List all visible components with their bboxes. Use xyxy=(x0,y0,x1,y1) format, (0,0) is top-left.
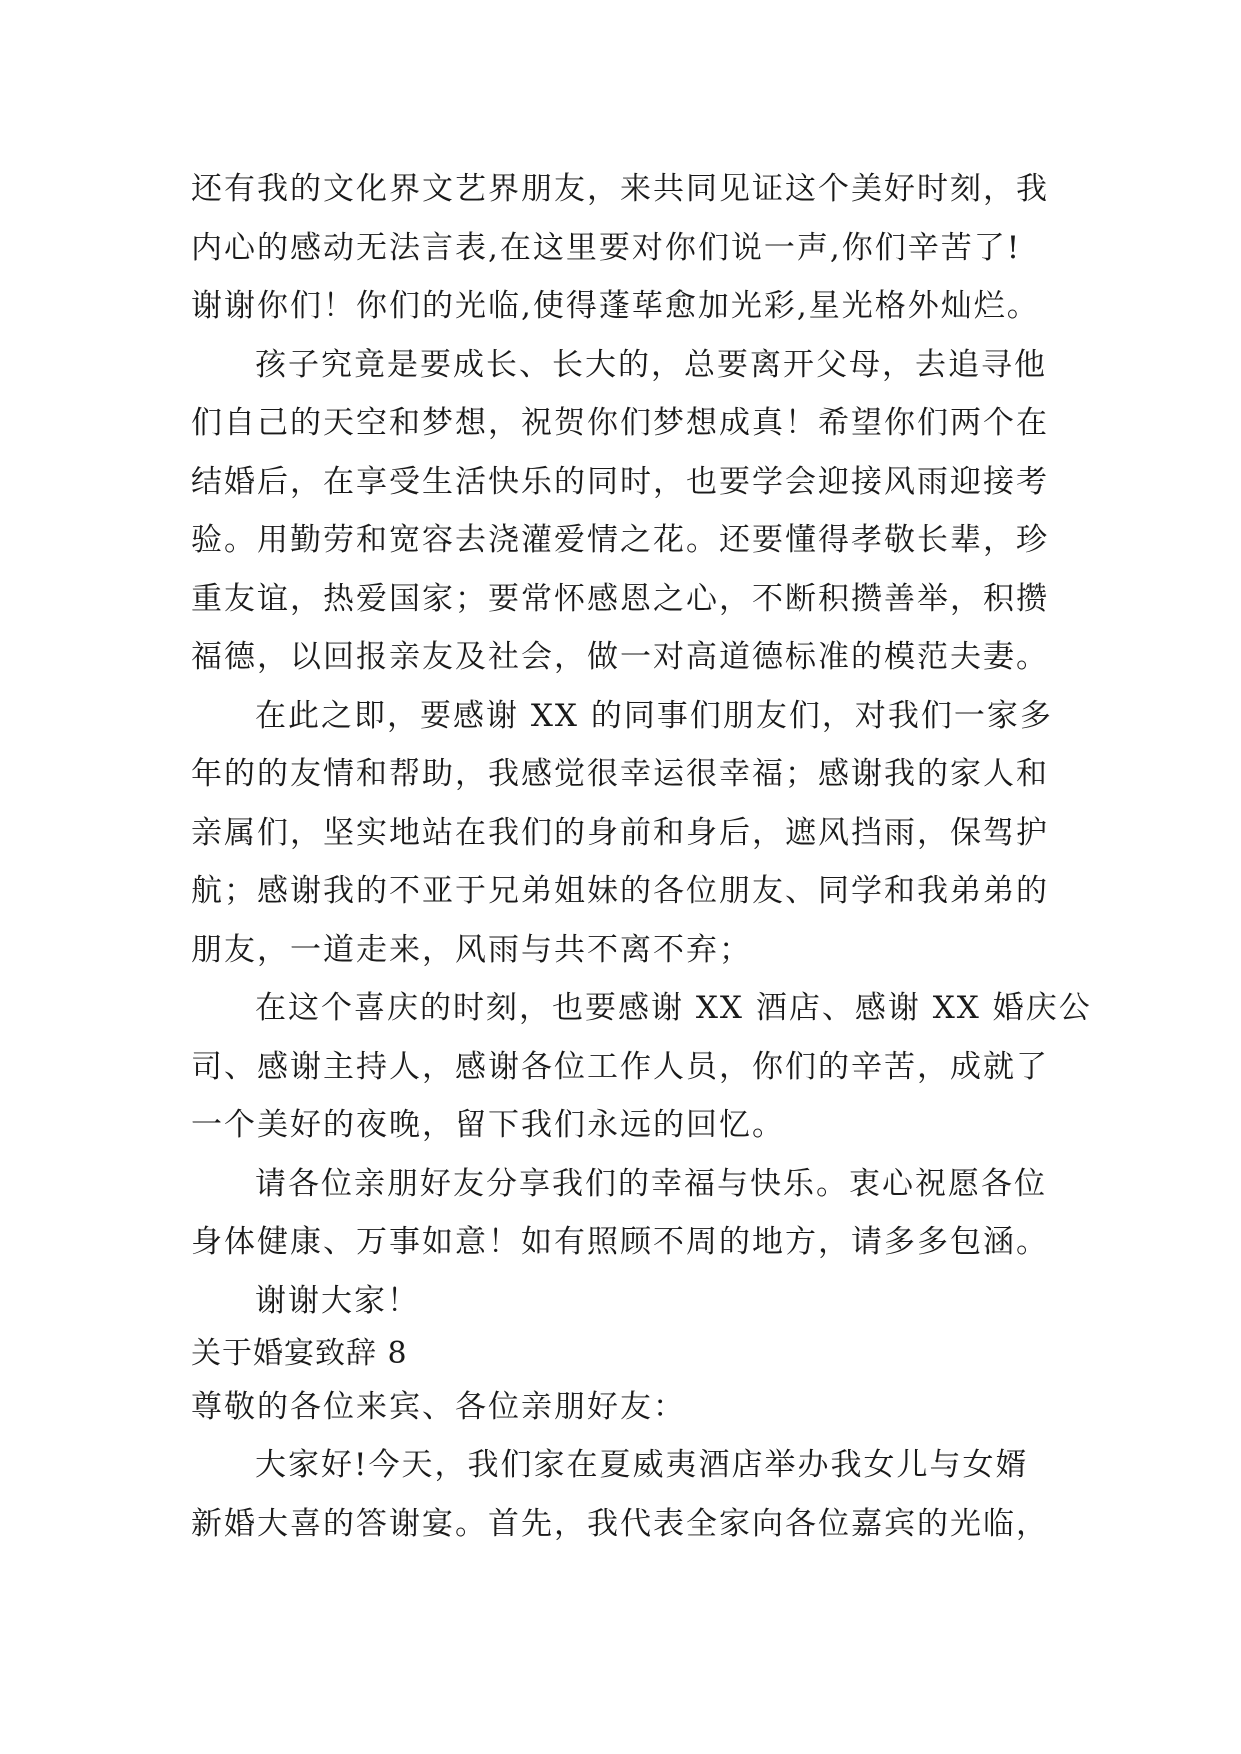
paragraph-line: 一个美好的夜晚，留下我们永远的回忆。 xyxy=(191,1107,785,1143)
paragraph-line: 谢谢大家！ xyxy=(255,1282,420,1319)
paragraph-line: 孩子究竟是要成长、长大的，总要离开父母，去追寻他 xyxy=(255,346,1047,383)
paragraph-line: 内心的感动无法言表,在这里要对你们说一声,你们辛苦了! xyxy=(191,229,1022,266)
paragraph-line: 还有我的文化界文艺界朋友，来共同见证这个美好时刻，我 xyxy=(191,171,1049,207)
section-heading: 关于婚宴致辞 8 xyxy=(191,1336,408,1371)
paragraph-line: 结婚后，在享受生活快乐的同时，也要学会迎接风雨迎接考 xyxy=(191,463,1049,500)
paragraph-line: 朋友，一道走来，风雨与共不离不弃； xyxy=(191,931,752,968)
paragraph-line: 们自己的天空和梦想，祝贺你们梦想成真！希望你们两个在 xyxy=(191,405,1049,441)
paragraph-line: 在这个喜庆的时刻，也要感谢 XX 酒店、感谢 XX 婚庆公 xyxy=(255,990,1092,1026)
paragraph-line: 亲属们，坚实地站在我们的身前和身后，遮风挡雨，保驾护 xyxy=(191,814,1049,851)
document-page xyxy=(191,160,1092,1553)
paragraph-line: 验。用勤劳和宽容去浇灌爱情之花。还要懂得孝敬长辈，珍 xyxy=(191,522,1049,558)
paragraph-line: 身体健康、万事如意！如有照顾不周的地方，请多多包涵。 xyxy=(191,1224,1049,1260)
paragraph-line: 司、感谢主持人，感谢各位工作人员，你们的辛苦，成就了 xyxy=(191,1048,1049,1085)
paragraph-line: 在此之即，要感谢 XX 的同事们朋友们，对我们一家多 xyxy=(255,697,1053,734)
paragraph-line: 年的的友情和帮助，我感觉很幸运很幸福；感谢我的家人和 xyxy=(191,756,1049,792)
salutation-line: 尊敬的各位来宾、各位亲朋好友： xyxy=(191,1389,686,1425)
paragraph-line: 航；感谢我的不亚于兄弟姐妹的各位朋友、同学和我弟弟的 xyxy=(191,873,1049,909)
paragraph-line: 请各位亲朋好友分享我们的幸福与快乐。衷心祝愿各位 xyxy=(255,1165,1047,1202)
paragraph-line: 新婚大喜的答谢宴。首先，我代表全家向各位嘉宾的光临， xyxy=(191,1505,1049,1542)
paragraph-line: 大家好!今天，我们家在夏威夷酒店举办我女儿与女婿 xyxy=(255,1447,1029,1483)
paragraph-line: 福德，以回报亲友及社会，做一对高道德标准的模范夫妻。 xyxy=(191,639,1049,675)
paragraph-line: 重友谊，热爱国家；要常怀感恩之心，不断积攒善举，积攒 xyxy=(191,580,1049,617)
paragraph-line: 谢谢你们！你们的光临,使得蓬荜愈加光彩,星光格外灿烂。 xyxy=(191,288,1040,324)
